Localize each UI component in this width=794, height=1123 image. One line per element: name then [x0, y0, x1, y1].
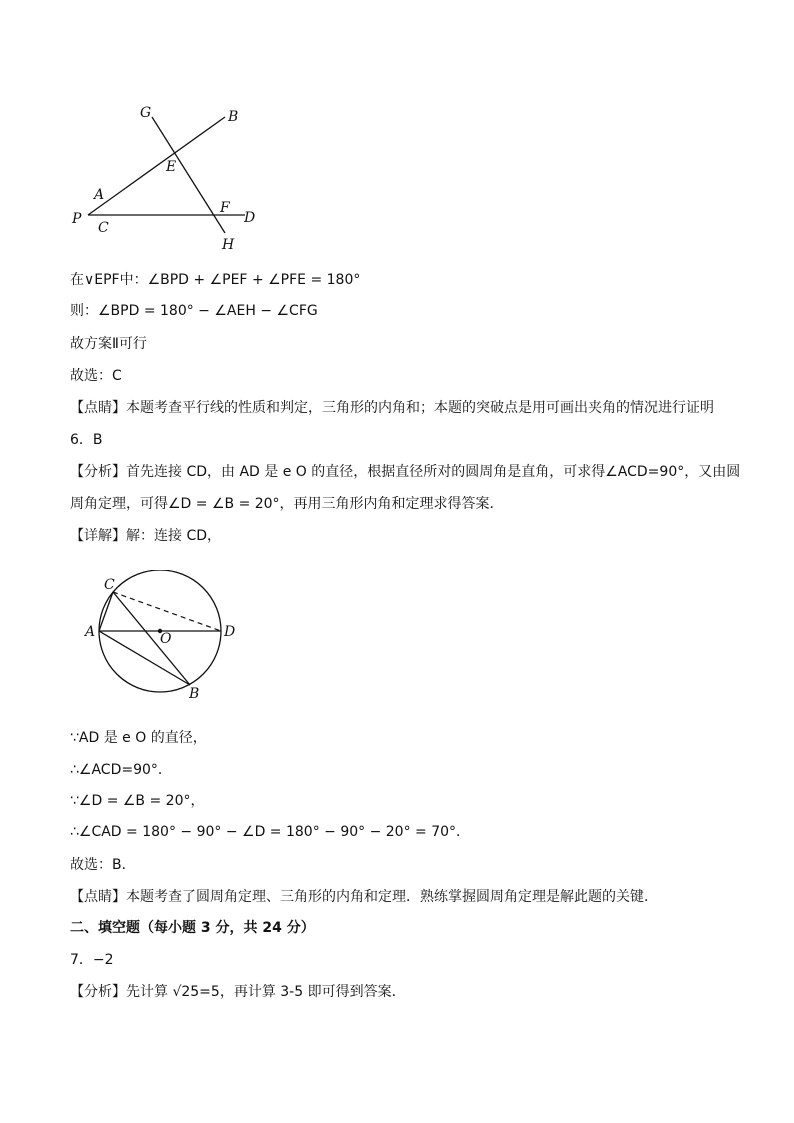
figure-angle-diagram [60, 95, 280, 260]
label-H: H [222, 237, 235, 253]
label-B: B [228, 109, 239, 125]
text-line: ∵AD 是 e O 的直径， [70, 730, 207, 746]
label-A: A [94, 187, 105, 203]
text-line: ∴∠ACD=90°． [70, 762, 172, 778]
label-C: C [104, 577, 115, 593]
chord-AC [99, 592, 113, 631]
text-line: 【详解】解：连接 CD， [70, 528, 222, 544]
label-G: G [140, 105, 152, 121]
label-O: O [160, 631, 172, 647]
label-A: A [85, 624, 96, 640]
chord-AB [99, 631, 190, 685]
label-B: B [189, 686, 200, 702]
text-line: 故选：B． [70, 857, 136, 873]
text-line: ∴∠CAD = 180° − 90° − ∠D = 180° − 90° − 20° = 70°． [70, 824, 471, 840]
label-F: F [220, 200, 230, 216]
section-heading: 二、填空题（每小题 3 分，共 24 分） [70, 920, 315, 936]
text-line: 则：∠BPD = 180° − ∠AEH − ∠CFG [70, 303, 318, 319]
label-D: D [224, 624, 236, 640]
text-line: 周角定理，可得∠D = ∠B = 20°，再用三角形内角和定理求得答案． [70, 496, 504, 512]
label-C: C [98, 220, 109, 236]
text-line: 【点睛】本题考查了圆周角定理、三角形的内角和定理．熟练掌握圆周角定理是解此题的关键． [70, 889, 658, 905]
label-E: E [166, 159, 177, 175]
text-line: 故方案Ⅱ可行 [70, 336, 147, 352]
label-P: P [72, 211, 82, 227]
figure-circle-diagram [80, 570, 250, 705]
text-line: 故选：C [70, 368, 122, 384]
question-number: 6．B [70, 432, 103, 448]
text-line: 【分析】首先连接 CD，由 AD 是 e O 的直径，根据直径所对的圆周角是直角，可求得∠ACD=90°，又由圆 [70, 464, 741, 480]
question-number: 7．−2 [70, 952, 114, 968]
text-line: ∵∠D = ∠B = 20°， [70, 793, 205, 809]
text-line: 【点睛】本题考查平行线的性质和判定，三角形的内角和；本题的突破点是用可画出夹角的情况进行证明 [70, 400, 714, 416]
label-D: D [244, 210, 256, 226]
text-line: 【分析】先计算 √25=5，再计算 3-5 即可得到答案． [70, 984, 406, 1000]
text-line: 在∨EPF中：∠BPD + ∠PEF + ∠PFE = 180° [70, 272, 361, 288]
